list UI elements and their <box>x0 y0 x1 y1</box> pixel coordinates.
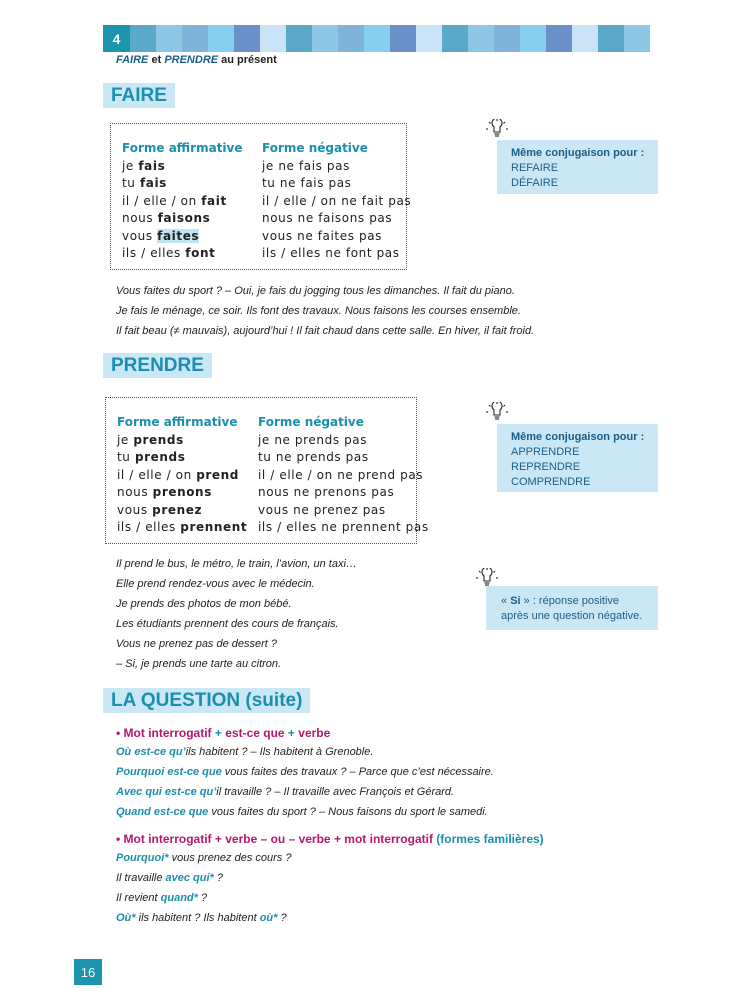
conjugation-affirmative-line <box>122 210 243 228</box>
column-header-affirmative: Forme affirmative <box>117 415 238 429</box>
color-strip-cell <box>130 25 156 52</box>
subject-pronoun: vous <box>117 502 153 517</box>
note-title: Même conjugaison pour : <box>511 431 645 443</box>
conjugation-affirmative-line <box>117 449 247 467</box>
subject-pronoun: tu <box>117 450 135 464</box>
example-sentence: Les étudiants prennent des cours de français. <box>116 618 339 630</box>
example-sentence: Il prend le bus, le métro, le train, l’avion, un taxi… <box>116 558 357 570</box>
subject-pronoun: tu <box>122 176 140 190</box>
color-strip-cell <box>442 25 468 52</box>
chapter-title-prendre: PRENDRE <box>164 54 219 66</box>
color-strip-cell <box>546 25 572 52</box>
bullet-dot: • <box>116 832 124 846</box>
page-number: 16 <box>74 959 102 985</box>
subject-pronoun: il / elle / on <box>122 193 202 208</box>
conjugation-negative-line: vous ne faites pas <box>262 228 383 243</box>
example-prefix: Il revient <box>116 892 161 904</box>
subject-pronoun: ils / elles <box>117 520 181 534</box>
conjugation-affirmative-line <box>117 519 247 537</box>
color-strip-cell <box>390 25 416 52</box>
color-strip-cell <box>598 25 624 52</box>
subject-pronoun: je <box>117 432 134 447</box>
conjugation-negative-line: nous ne faisons pas <box>262 211 393 225</box>
bullet-2-part-b: mot interrogatif <box>344 832 433 846</box>
color-strip-cell <box>312 25 338 52</box>
color-strip-cell <box>208 25 234 52</box>
conjugation-affirmative-line <box>117 502 247 520</box>
interrogative-phrase: Avec qui est-ce qu’ <box>116 786 217 798</box>
section-heading-faire: FAIRE <box>103 83 175 108</box>
example-rest: ? <box>197 892 208 904</box>
question-example <box>116 745 373 759</box>
example-rest: ? <box>277 912 287 924</box>
example-rest: vous prenez des cours ? <box>168 852 292 864</box>
si-note <box>486 586 658 630</box>
bullet-2-middle: + verbe – ou – verbe + <box>211 832 345 846</box>
chapter-title-faire: FAIRE <box>116 54 149 66</box>
conjugation-negative-line: ils / elles ne prennent pas <box>258 520 429 534</box>
faire-negative-column <box>262 140 411 263</box>
verb-form: fais <box>138 158 166 173</box>
interrogative-word: Où* <box>116 912 136 924</box>
bullet-heading-2 <box>116 832 544 846</box>
example-rest: il travaille ? – Il travaille avec François et Gérard. <box>216 786 455 798</box>
chapter-color-strip <box>103 25 650 52</box>
column-header-negative: Forme négative <box>262 141 368 155</box>
verb-form: prennent <box>180 520 248 534</box>
conjugation-affirmative-line <box>122 193 243 211</box>
color-strip-cell <box>468 25 494 52</box>
verb-form: faisons <box>157 211 211 225</box>
interrogative-word: avec qui* <box>165 872 214 884</box>
conjugation-negative-line: je ne prends pas <box>258 432 368 447</box>
subject-pronoun: je <box>122 158 139 173</box>
si-quote-open: « <box>501 595 511 607</box>
color-strip-cell <box>572 25 598 52</box>
conjugation-negative-line: vous ne prenez pas <box>258 502 386 517</box>
example-sentence: – Si, je prends une tarte au citron. <box>116 658 282 670</box>
column-header-negative: Forme négative <box>258 415 364 429</box>
question-example <box>116 911 287 925</box>
bullet-1-part-b: est-ce que <box>225 726 285 740</box>
si-note-line-1-rest: » : réponse positive <box>520 595 620 607</box>
prendre-same-conjugation-note <box>497 424 658 492</box>
faire-same-conjugation-note <box>497 140 658 194</box>
conjugation-negative-line: nous ne prenons pas <box>258 485 395 499</box>
color-strip-cell <box>494 25 520 52</box>
color-strip-cell <box>286 25 312 52</box>
interrogative-word: où* <box>259 912 278 924</box>
color-strip-cell <box>234 25 260 52</box>
column-header-affirmative: Forme affirmative <box>122 141 243 155</box>
example-sentence: Vous ne prenez pas de dessert ? <box>116 638 278 650</box>
verb-form: prends <box>133 432 184 447</box>
verb-form: fait <box>201 193 227 208</box>
note-title: Même conjugaison pour : <box>511 147 645 159</box>
subject-pronoun: ils / elles <box>122 246 186 260</box>
example-rest: vous faites du sport ? – Nous faisons du sport le samedi. <box>208 806 488 818</box>
question-example <box>116 765 494 779</box>
example-rest: ? <box>213 872 224 884</box>
prendre-negative-column <box>258 414 429 537</box>
question-example <box>116 891 207 905</box>
si-note-line-1 <box>501 594 658 609</box>
conjugation-negative-line: il / elle / on ne prend pas <box>258 467 424 482</box>
example-rest: ils habitent ? – Ils habitent à Grenoble. <box>185 746 374 758</box>
bullet-2-part-c: (formes familières) <box>432 832 544 846</box>
question-example <box>116 785 454 799</box>
verb-form: fais <box>139 176 167 190</box>
question-example <box>116 805 488 819</box>
subject-pronoun: nous <box>122 211 158 225</box>
conjugation-negative-line: je ne fais pas <box>262 158 350 173</box>
bullet-1-part-c: verbe <box>298 726 331 740</box>
color-strip-cell <box>182 25 208 52</box>
chapter-title-et: et <box>148 54 165 66</box>
faire-affirmative-column <box>122 140 243 263</box>
color-strip-cell <box>260 25 286 52</box>
chapter-title-rest: au présent <box>218 54 277 66</box>
section-heading-prendre: PRENDRE <box>103 353 212 378</box>
example-rest: ils habitent ? Ils habitent <box>135 912 260 924</box>
conjugation-negative-line: ils / elles ne font pas <box>262 246 400 260</box>
conjugation-affirmative-line <box>122 245 243 263</box>
color-strip-cell <box>338 25 364 52</box>
conjugation-negative-line: il / elle / on ne fait pas <box>262 193 412 208</box>
note-item: REPRENDRE <box>511 461 581 473</box>
verb-form: prenons <box>152 485 212 499</box>
conjugation-affirmative-line <box>117 467 247 485</box>
conjugation-affirmative-line <box>122 228 243 246</box>
question-example <box>116 871 223 885</box>
verb-form: prend <box>196 467 239 482</box>
example-prefix: Il travaille <box>116 872 166 884</box>
note-item: REFAIRE <box>511 162 559 174</box>
verb-form: prenez <box>152 502 203 517</box>
color-strip-cell <box>364 25 390 52</box>
chapter-title <box>116 54 277 66</box>
conjugation-affirmative-line <box>117 432 247 450</box>
prendre-affirmative-column <box>117 414 247 537</box>
section-heading-question: LA QUESTION (suite) <box>103 688 310 713</box>
color-strip-cell <box>416 25 442 52</box>
subject-pronoun: il / elle / on <box>117 467 197 482</box>
note-item: DÉFAIRE <box>511 177 559 189</box>
note-item: APPRENDRE <box>511 446 580 458</box>
example-sentence: Vous faites du sport ? – Oui, je fais du jogging tous les dimanches. Il fait du piano. <box>116 285 515 297</box>
verb-form: font <box>185 246 216 260</box>
verb-form: prends <box>134 450 186 464</box>
bullet-2-part-a: Mot interrogatif <box>123 832 212 846</box>
subject-pronoun: vous <box>122 228 158 243</box>
si-word: Si <box>510 595 521 607</box>
verb-form: faites <box>157 228 200 243</box>
example-sentence: Il fait beau (≠ mauvais), aujourd’hui ! Il fait chaud dans cette salle. En hiver, il fait froid. <box>116 325 535 337</box>
conjugation-negative-line: tu ne fais pas <box>262 176 352 190</box>
bullet-dot: • <box>116 726 124 740</box>
interrogative-word: quand* <box>160 892 198 904</box>
example-rest: vous faites des travaux ? – Parce que c’est nécessaire. <box>221 766 494 778</box>
note-item: COMPRENDRE <box>511 476 591 488</box>
chapter-number: 4 <box>103 25 130 52</box>
interrogative-word: Pourquoi* <box>116 852 169 864</box>
si-note-line-2: après une question négative. <box>501 610 643 622</box>
bullet-1-plus: + <box>211 726 226 740</box>
color-strip-cell <box>156 25 182 52</box>
example-sentence: Je fais le ménage, ce soir. Ils font des travaux. Nous faisons les courses ensemble. <box>116 305 521 317</box>
conjugation-affirmative-line <box>122 158 243 176</box>
bullet-heading-1 <box>116 726 330 740</box>
color-strip-cell <box>624 25 650 52</box>
faire-conjugation-table <box>110 123 412 270</box>
conjugation-negative-line: tu ne prends pas <box>258 450 369 464</box>
interrogative-phrase: Quand est-ce que <box>116 806 209 818</box>
conjugation-affirmative-line <box>117 484 247 502</box>
example-sentence: Elle prend rendez-vous avec le médecin. <box>116 578 315 590</box>
color-strip-cell <box>520 25 546 52</box>
interrogative-phrase: Où est-ce qu’ <box>116 746 186 758</box>
example-sentence: Je prends des photos de mon bébé. <box>116 598 292 610</box>
question-example <box>116 851 291 865</box>
subject-pronoun: nous <box>117 485 153 499</box>
bullet-1-part-a: Mot interrogatif <box>123 726 212 740</box>
conjugation-affirmative-line <box>122 175 243 193</box>
prendre-conjugation-table <box>105 397 429 544</box>
interrogative-phrase: Pourquoi est-ce que <box>116 766 222 778</box>
bullet-1-plus: + <box>284 726 299 740</box>
